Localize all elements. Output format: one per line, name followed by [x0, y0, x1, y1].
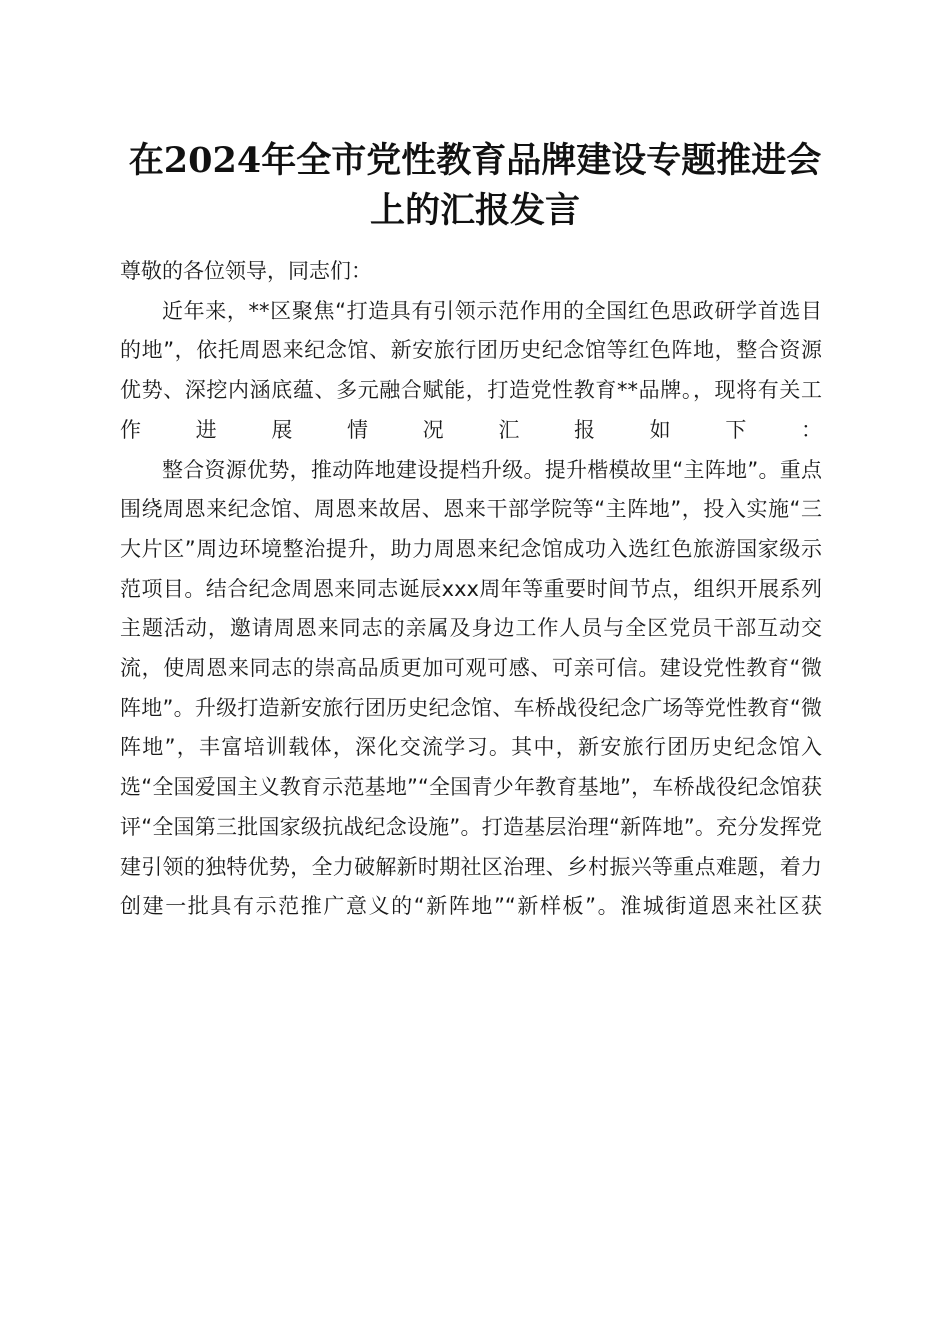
document-body — [120, 252, 822, 927]
intro-paragraph: 近年来，**区聚焦“打造具有引领示范作用的全国红色思政研学首选目的地”，依托周恩来纪念馆、新安旅行团历史纪念馆等红色阵地，整合资源优势、深挖内涵底蕴、多元融合赋能，打造党性教育**品牌。，现将有关工作进展情况汇报如下： — [120, 298, 822, 442]
title-line-2: 上的汇报发言 — [369, 190, 580, 231]
document-title — [118, 136, 832, 236]
body-paragraph: 整合资源优势，推动阵地建设提档升级。提升楷模故里“主阵地”。重点围绕周恩来纪念馆、周恩来故居、恩来干部学院等“主阵地”，投入实施“三大片区”周边环境整治提升，助力周恩来纪念馆成功入选红色旅游国家级示范项目。结合纪念周恩来同志诞辰xxx周年等重要时间节点，组织开展系列主题活动，邀请周恩来同志的亲属及身边工作人员与全区党员干部互动交流，使周恩来同志的崇高品质更加可观可感、可亲可信。建设党性教育“微阵地”。升级打造新安旅行团历史纪念馆、车桥战役纪念广场等党性教育“微阵地”，丰富培训载体，深化交流学习。其中，新安旅行团历史纪念馆入选“全国爱国主义教育示范基地”“全国青少年教育基地”，车桥战役纪念馆获评“全国第三批国家级抗战纪念设施”。打造基层治理“新阵地”。充分发挥党建引领的独特优势，全力破解新时期社区治理、乡村振兴等重点难题，着力创建一批具有示范推广意义的“新阵地”“新样板”。淮城街道恩来社区获 — [120, 457, 822, 919]
salutation: 尊敬的各位领导，同志们： — [120, 259, 372, 283]
title-line-1: 在2024年全市党性教育品牌建设专题推进会 — [128, 140, 822, 181]
